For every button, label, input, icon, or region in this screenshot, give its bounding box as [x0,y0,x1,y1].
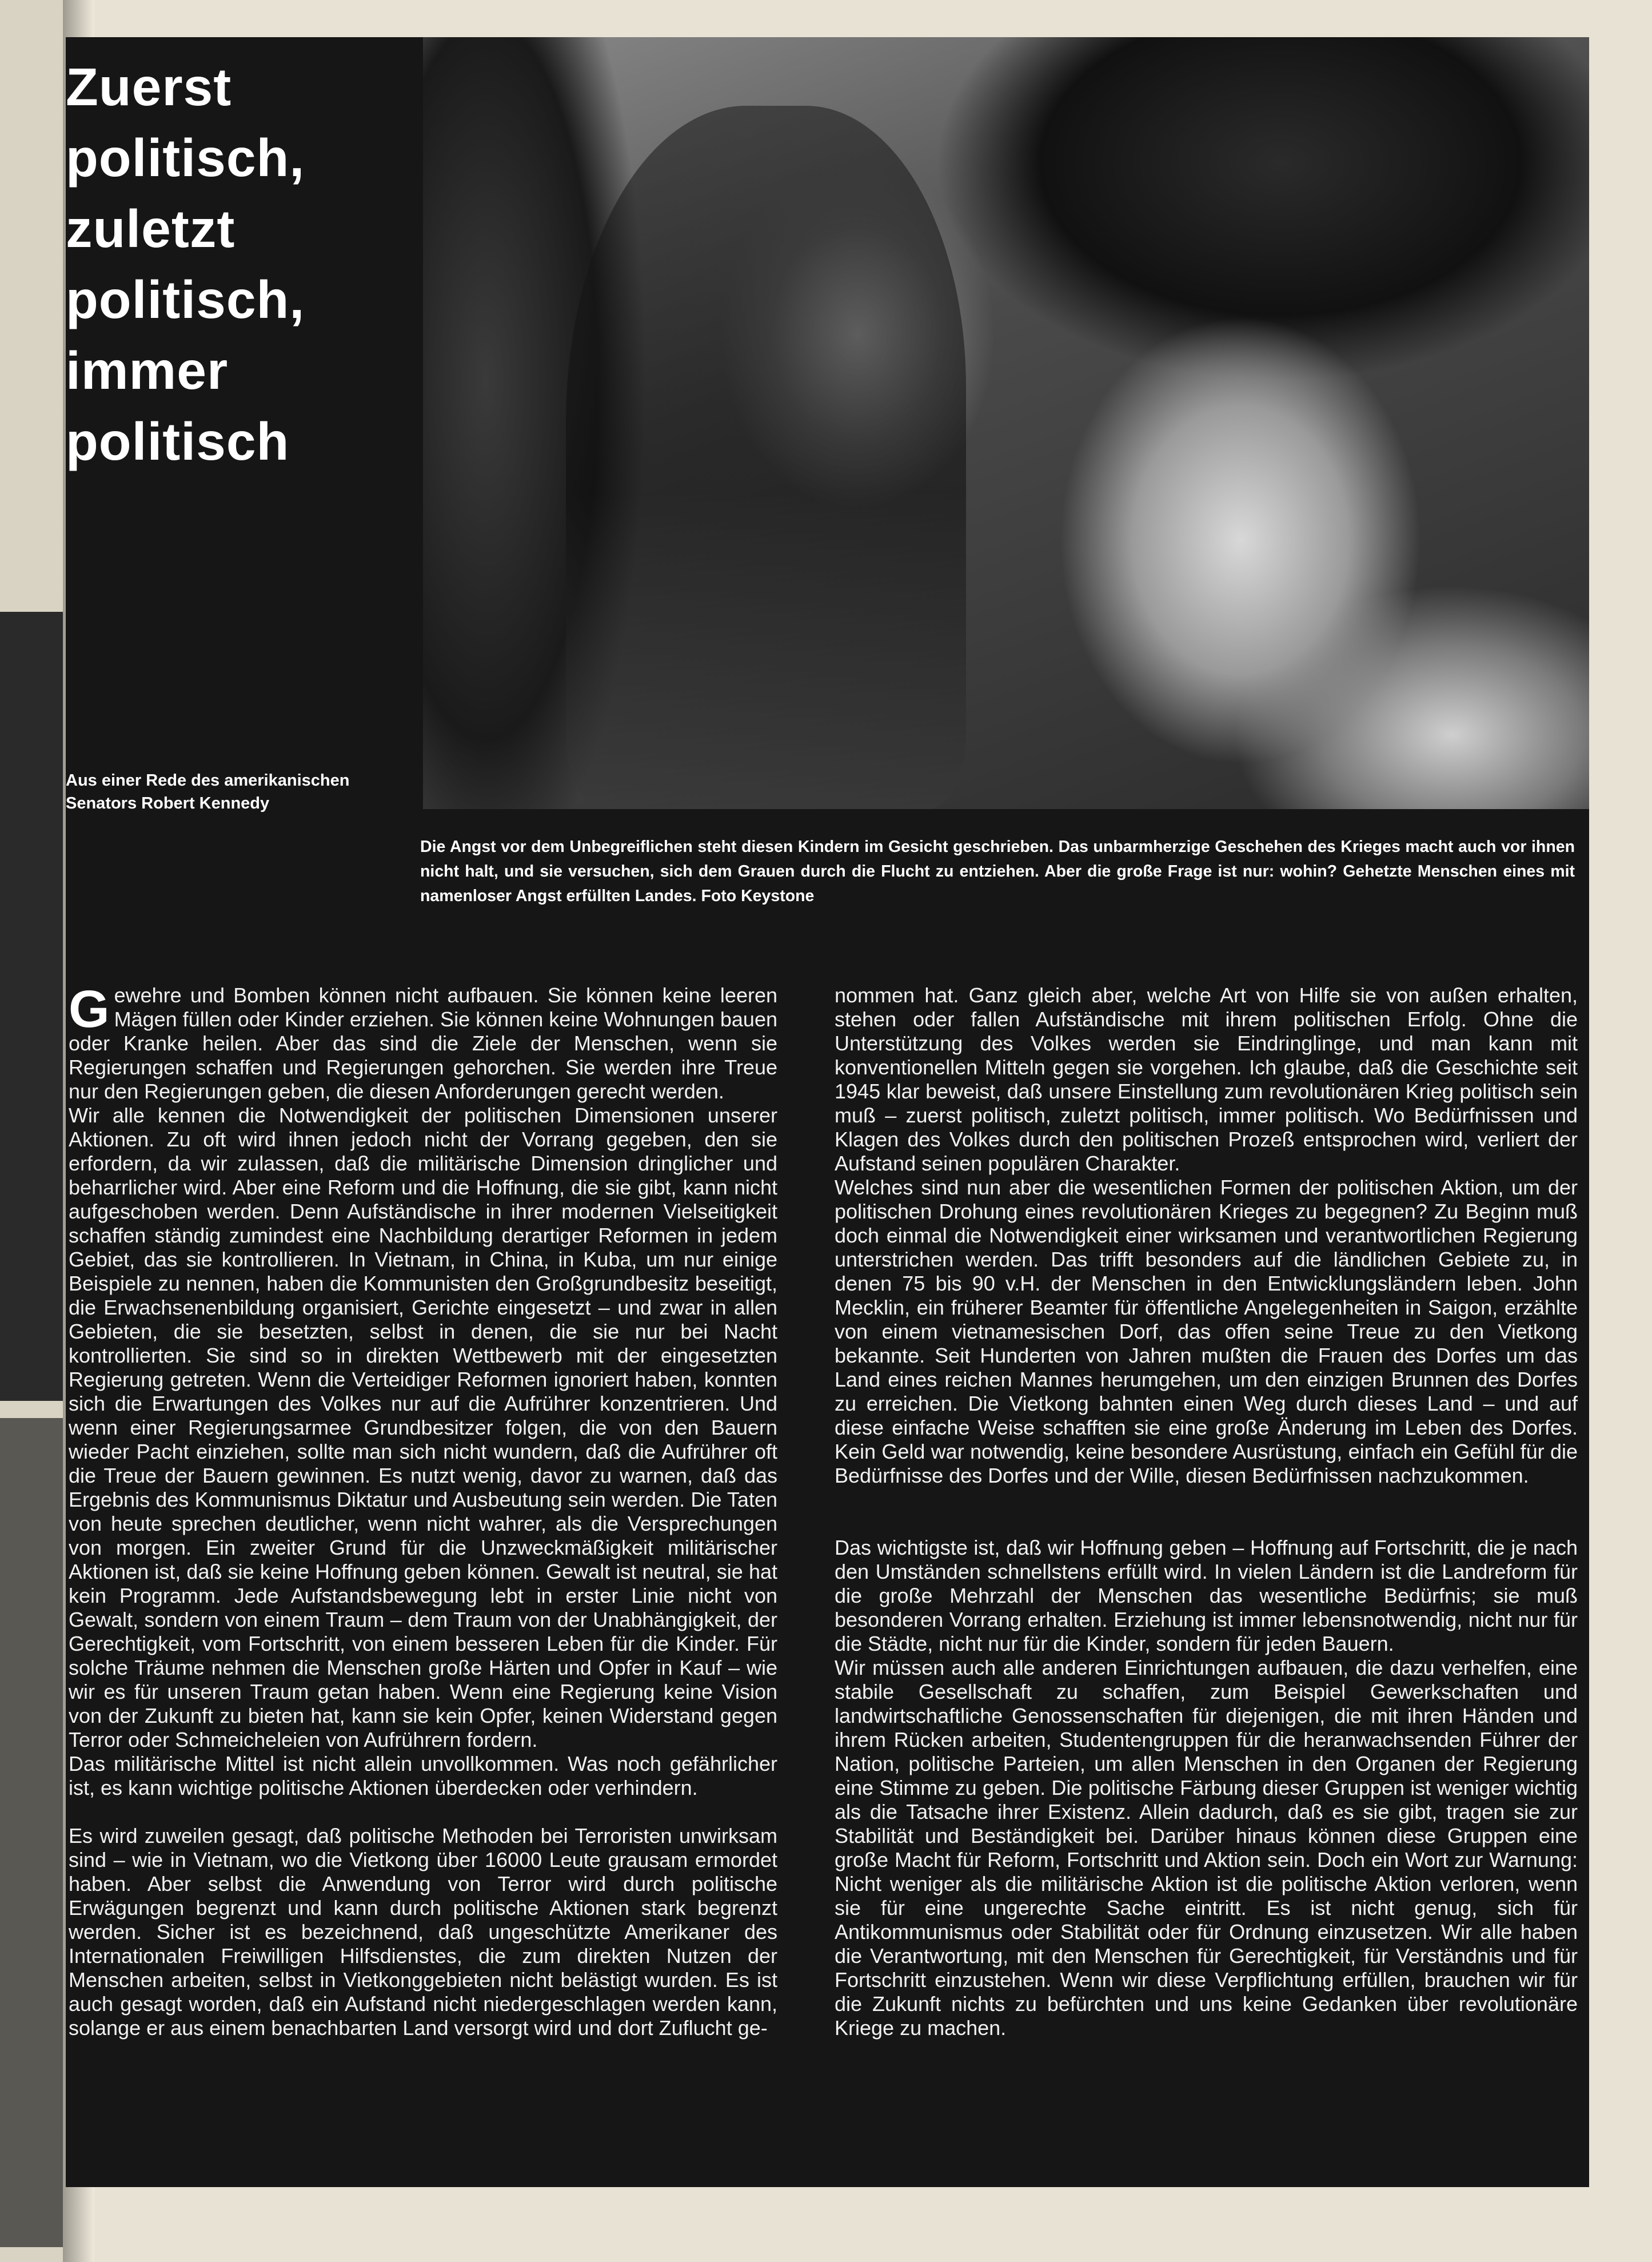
photo-children [423,37,1589,809]
photo-caption: Die Angst vor dem Unbegreiflichen steht diesen Kindern im Gesicht geschrieben. Das unbarmherzige Geschehen des Krieges macht auch vor ihnen nicht halt, und sie versuchen, sich dem Grauen durch die Flucht zu entziehen. Aber die große Frage ist nur: wohin? Gehetzte Menschen eines mit namenloser Angst erfüllten Landes. Foto Keystone [420,838,1575,905]
headline-line: politisch, [66,128,305,188]
source-note: Aus einer Rede des amerikanischen Senators Robert Kennedy [66,771,350,813]
article-column-right [835,983,1578,2040]
article-paragraph: Wir müssen auch alle anderen Einrichtungen aufbauen, die dazu verhelfen, eine stabile Gesellschaft zu schaffen, zum Beispiel Gewerkschaften und landwirtschaftliche Genossenschaften für diejenigen, die mit ihren Händen und ihrem Rücken arbeiten, Studentengruppen für die heranwachsenden Führer der Nation, politische Parteien, um allen Menschen in den Organen der Regierung eine Stimme zu geben. Die politische Färbung dieser Gruppen ist weniger wichtig als die Tatsache ihrer Existenz. Allein dadurch, daß es sie gibt, tragen sie zur Stabilität und Beständigkeit bei. Darüber hinaus können diese Gruppen eine große Macht für Reform, Fortschritt und Aktion sein. Doch ein Wort zur Warnung: Nicht weniger als die militärische Aktion ist die politische Aktion verloren, wenn sie für eine ungerechte Sache eintritt. Es ist nicht genug, sich für Antikommunismus oder Stabilität oder für Ordnung einzusetzen. Wir alle haben die Verantwortung, mit den Menschen für Gerechtigkeit, für Verständnis und für Fortschritt einzustehen. Wenn wir diese Verpflichtung erfüllen, brauchen wir für die Zukunft nichts zu befürchten und uns keine Gedanken über revolutionäre Kriege zu machen. [835,1656,1578,2040]
article-paragraph: Es wird zuweilen gesagt, daß politische Methoden bei Terroristen unwirksam sind – wie in Vietnam, wo die Vietkong über 16000 Leute grausam ermordet haben. Aber selbst die Anwendung von Terror wird durch politische Erwägungen begrenzt und kann durch politische Aktionen stark begrenzt werden. Sicher ist es bezeichnend, daß ungeschützte Amerikaner des Internationalen Freiwilligen Hilfsdienstes, die zum direkten Nutzen der Menschen arbeiten, selbst in Vietkonggebieten nicht belästigt wurden. Es ist auch gesagt worden, daß ein Aufstand nicht niedergeschlagen werden kann, solange er aus einem benachbarten Land versorgt wird und dort Zuflucht ge- [69,1824,777,2040]
binding-textured-strip [0,1418,63,2247]
headline-line: zuletzt [66,199,236,258]
article-paragraph: Das militärische Mittel ist nicht allein unvollkommen. Was noch gefährlicher ist, es kann wichtige politische Aktionen überdecken oder verhindern. [69,1752,777,1799]
headline-line: politisch [66,412,290,471]
headline [66,51,432,477]
headline-line: Zuerst [66,57,232,117]
headline-line: politisch, [66,270,305,329]
article-paragraph: Welches sind nun aber die wesentlichen Formen der politischen Aktion, um der politischen Drohung eines revolutionären Krieges zu begegnen? Zu Beginn muß doch einmal die Notwendigkeit einer wirksamen und verantwortlichen Regierung unterstrichen werden. Das trifft besonders auf die ländlichen Gebiete zu, in denen 75 bis 90 v.H. der Menschen in den Entwicklungsländern leben. John Mecklin, ein früherer Beamter für öffentliche Angelegenheiten in Saigon, erzählte von einem vietnamesischen Dorf, das offen seine Treue zu den Vietkong bekannte. Seit Hunderten von Jahren mußten die Frauen des Dorfes um das Land eines reichen Mannes herumgehen, um den einzigen Brunnen des Dorfes zu erreichen. Die Vietkong bahnten einen Weg durch dieses Land – und auf diese einfache Weise schafften sie eine große Änderung im Leben des Dorfes. Kein Geld war notwendig, keine besondere Ausrüstung, einfach ein Gefühl für die Bedürfnisse des Dorfes und der Wille, diesen Bedürfnissen nachzukommen. [835,1176,1578,1487]
article-paragraph [69,980,777,1104]
photo-figure-girl [566,106,966,809]
headline-line: immer [66,341,229,400]
article-paragraph: Wir alle kennen die Notwendigkeit der politischen Dimensionen unserer Aktionen. Zu oft wird ihnen jedoch nicht der Vorrang gegeben, den sie erfordern, da wir zulassen, daß die militärische Dimension dringlicher und beharrlicher wird. Aber eine Reform und die Hoffnung, die sie gibt, kann nicht aufgeschoben werden. Denn Aufständische in ihrer modernen Vielseitigkeit schaffen ständig zumindest eine Nachbildung derartiger Reformen in jedem Gebiet, das sie kontrollieren. In Vietnam, in China, in Kuba, um nur einige Beispiele zu nennen, haben die Kommunisten den Großgrundbesitz beseitigt, die Erwachsenenbildung organisiert, Gerichte eingesetzt – und zwar in allen Gebieten, die sie besetzten, selbst in denen, die sie nur bei Nacht kontrollierten. Sie sind so in direkten Wettbewerb mit der eingesetzten Regierung getreten. Wenn die Verteidiger Reformen ignoriert haben, konnten sich die Erwartungen des Volkes nur auf die Aufrührer konzentrieren. Und wenn einer Regierungsarmee Grundbesitzer folgen, die von den Bauern wieder Pacht einziehen, sollte man sich nicht wundern, daß die Aufrührer oft die Treue der Bauern gewinnen. Es nutzt wenig, davor zu warnen, daß das Ergebnis des Kommunismus Diktatur und Ausbeutung sein werden. Die Taten von heute sprechen deutlicher, wenn nicht wahrer, als die Versprechungen von morgen. Ein zweiter Grund für die Unzweckmäßigkeit militärischer Aktionen ist, daß sie keine Hoffnung geben können. Gewalt ist neutral, sie hat kein Programm. Jede Aufstandsbewegung lebt in erster Linie nicht von Gewalt, sondern von einem Traum – dem Traum von der Unabhängigkeit, der Gerechtigkeit, vom Fortschritt, von einem besseren Leben für die Kinder. Für solche Träume nehmen die Menschen große Härten und Opfer in Kauf – wie wir es für unseren Traum getan haben. Wenn eine Regierung keine Vision von der Zukunft zu bieten hat, kann sie kein Opfer, keinen Widerstand gegen Terror oder Schmeicheleien von Aufrührern fordern. [69,1104,777,1751]
binding-dark-strip [0,612,63,1401]
magazine-page [66,37,1589,2187]
drop-cap: G [69,980,110,1038]
article-column-left [69,980,777,2040]
paragraph-text: ewehre und Bomben können nicht aufbauen. Sie können keine leeren Mägen füllen oder Kinder erziehen. Sie können keine Wohnungen bauen oder Kranke heilen. Aber das sind die Ziele der Menschen, wenn sie Regierungen schaffen und Regierungen gehorchen. Sie werden ihre Treue nur den Regierungen geben, die diesen Anforderungen gerecht werden. [69,983,777,1103]
article-paragraph: nommen hat. Ganz gleich aber, welche Art von Hilfe sie von außen erhalten, stehen oder fallen Aufständische mit ihrem politischen Erfolg. Ohne die Unterstützung des Volkes werden sie Eindringlinge, und man kann mit konventionellen Mitteln gegen sie vorgehen. Ich glaube, daß die Geschichte seit 1945 klar beweist, daß unsere Einstellung zum revolutionären Krieg politisch sein muß – zuerst politisch, zuletzt politisch, immer politisch. Wo Bedürfnissen und Klagen des Volkes durch den politischen Prozeß entsprochen wird, verliert der Aufstand seinen populären Charakter. [835,983,1578,1175]
article-paragraph: Das wichtigste ist, daß wir Hoffnung geben – Hoffnung auf Fortschritt, die je nach den Umständen schnellstens erfüllt wird. In vielen Ländern ist die Landreform für die große Mehrzahl der Menschen das wesentliche Bedürfnis; sie muß besonderen Vorrang erhalten. Erziehung ist immer lebensnotwendig, nicht nur für die Städte, nicht nur für die Kinder, sondern für jeden Bauern. [835,1536,1578,1655]
